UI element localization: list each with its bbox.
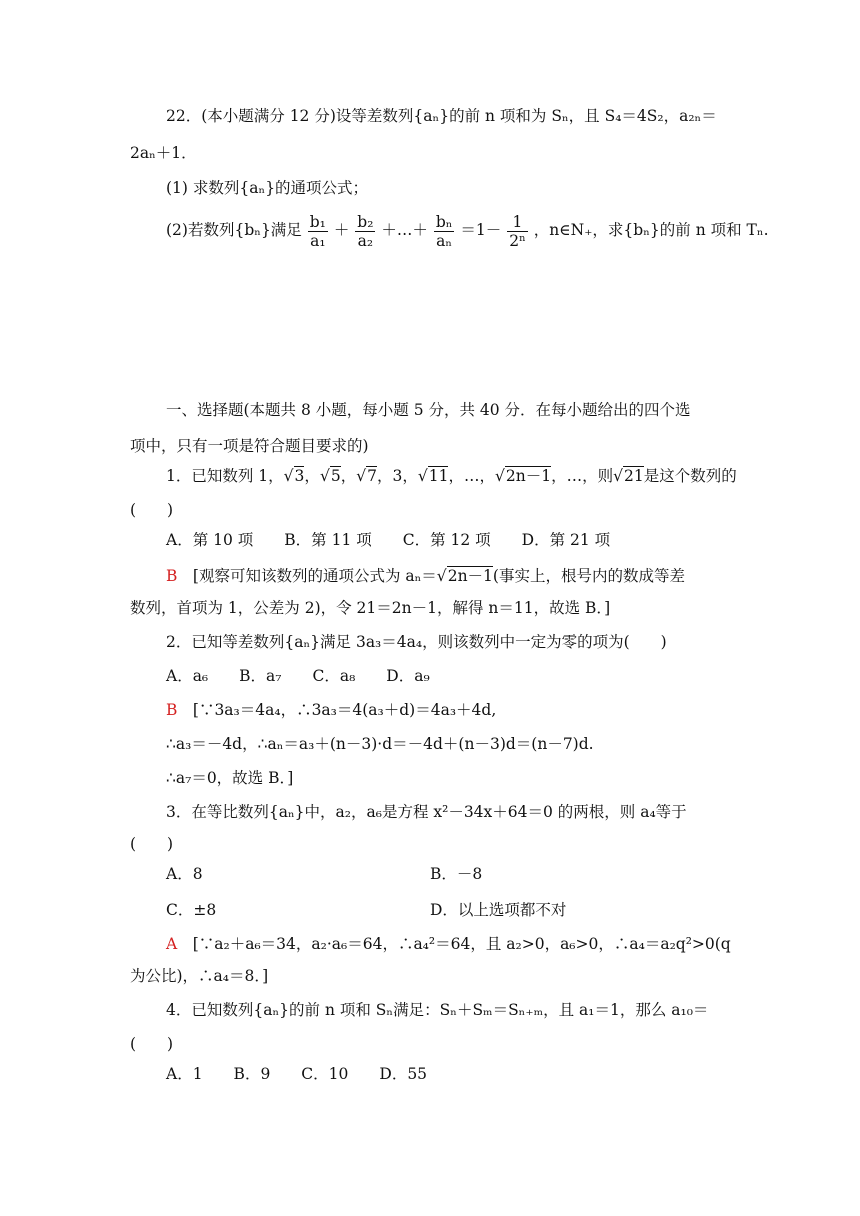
q4-blank: ( ) xyxy=(130,1035,174,1053)
q2-answer-letter: B xyxy=(166,701,178,719)
problem-22-line-2: 2aₙ＋1． xyxy=(130,144,197,162)
section-heading-line-1: 一、选择题(本题共 8 小题，每小题 5 分，共 40 分．在每小题给出的四个选 xyxy=(166,401,691,419)
q2-options: A．a₆ B．a₇ C．a₈ D．a₉ xyxy=(166,667,430,685)
q3-option-c: C．±8 xyxy=(166,901,217,919)
q1-stem: 1．已知数列 1，√3，√5，√7，3，√11，…，√2n－1，…，则√21是这个数列的 xyxy=(166,467,737,485)
q1-options: A．第 10 项 B．第 11 项 C．第 12 项 D．第 21 项 xyxy=(166,531,611,549)
q3-option-d: D．以上选项都不对 xyxy=(430,901,567,919)
q3-option-b: B．－8 xyxy=(430,865,483,883)
q3-blank: ( ) xyxy=(130,835,174,853)
problem-22-part-1: (1) 求数列{aₙ}的通项公式； xyxy=(166,179,369,197)
fraction-bn-an: $\frac{\text{bₙ}}{\text{aₙ}}$ xyxy=(435,212,453,250)
q3-answer-line-2: 为公比)，∴a₄＝8．] xyxy=(130,967,269,985)
q4-stem: 4．已知数列{aₙ}的前 n 项和 Sₙ满足：Sₙ＋Sₘ＝Sₙ₊ₘ，且 a₁＝1，那么 a₁₀＝ xyxy=(166,1001,709,1019)
fraction-1-2n: $\frac{1}{\text{2ⁿ}}$ xyxy=(509,212,526,250)
problem-22-line-1: 22．(本小题满分 12 分)设等差数列{aₙ}的前 n 项和为 Sₙ，且 S₄＝4S₂，a₂ₙ＝ xyxy=(166,107,717,125)
q1-answer-line-2: 数列，首项为 1，公差为 2)，令 21＝2n－1，解得 n＝11，故选 B．] xyxy=(130,599,611,617)
q4-options: A．1 B．9 C．10 D．55 xyxy=(166,1065,428,1083)
fraction-b1-a1: $\frac{\text{b₁}}{\text{a₁}}$ xyxy=(309,212,326,250)
part-2-intro: (2)若数列{bₙ}满足 xyxy=(166,221,302,239)
q3-option-a: A．8 xyxy=(166,865,203,883)
q2-answer-line-2: ∴a₃＝－4d，∴aₙ＝a₃＋(n－3)·d＝－4d＋(n－3)d＝(n－7)d. xyxy=(166,735,594,753)
section-heading-line-2: 项中，只有一项是符合题目要求的) xyxy=(130,437,369,455)
q3-answer-letter: A xyxy=(166,935,178,953)
fraction-b2-a2: $\frac{\text{b₂}}{\text{a₂}}$ xyxy=(357,212,374,250)
q2-answer-line-1: B [∵3a₃＝4a₄，∴3a₃＝4(a₃＋d)＝4a₃＋4d, xyxy=(166,701,497,719)
q1-answer-line-1: B [观察可知该数列的通项公式为 aₙ＝√2n－1(事实上，根号内的数成等差 xyxy=(166,567,685,585)
problem-22-part-2: (2)若数列{bₙ}满足 $\frac{\text{b₁}}{\text{a₁}}$ ＋ $\frac{\text{b₂}}{\text{a₂}}$ ＋…＋ $\frac{\text{bₙ}}{\text{aₙ}}$ ＝1－ $\frac{1}{\text{2ⁿ}}$ ，n∈N₊，求{bₙ}的前 n 项和 Tₙ. xyxy=(166,212,769,250)
q3-stem: 3．在等比数列{aₙ}中，a₂，a₆是方程 x²－34x＋64＝0 的两根，则 a₄等于 xyxy=(166,803,687,821)
q1-answer-letter: B xyxy=(166,567,178,585)
q3-answer-line-1: A [∵a₂＋a₆＝34，a₂·a₆＝64，∴a₄²＝64，且 a₂>0，a₆>0，∴a₄＝a₂q²>0(q xyxy=(166,935,731,953)
q1-blank: ( ) xyxy=(130,501,174,519)
q2-answer-line-3: ∴a₇＝0，故选 B．] xyxy=(166,769,294,787)
q2-stem: 2．已知等差数列{aₙ}满足 3a₃＝4a₄，则该数列中一定为零的项为( ) xyxy=(166,633,667,651)
